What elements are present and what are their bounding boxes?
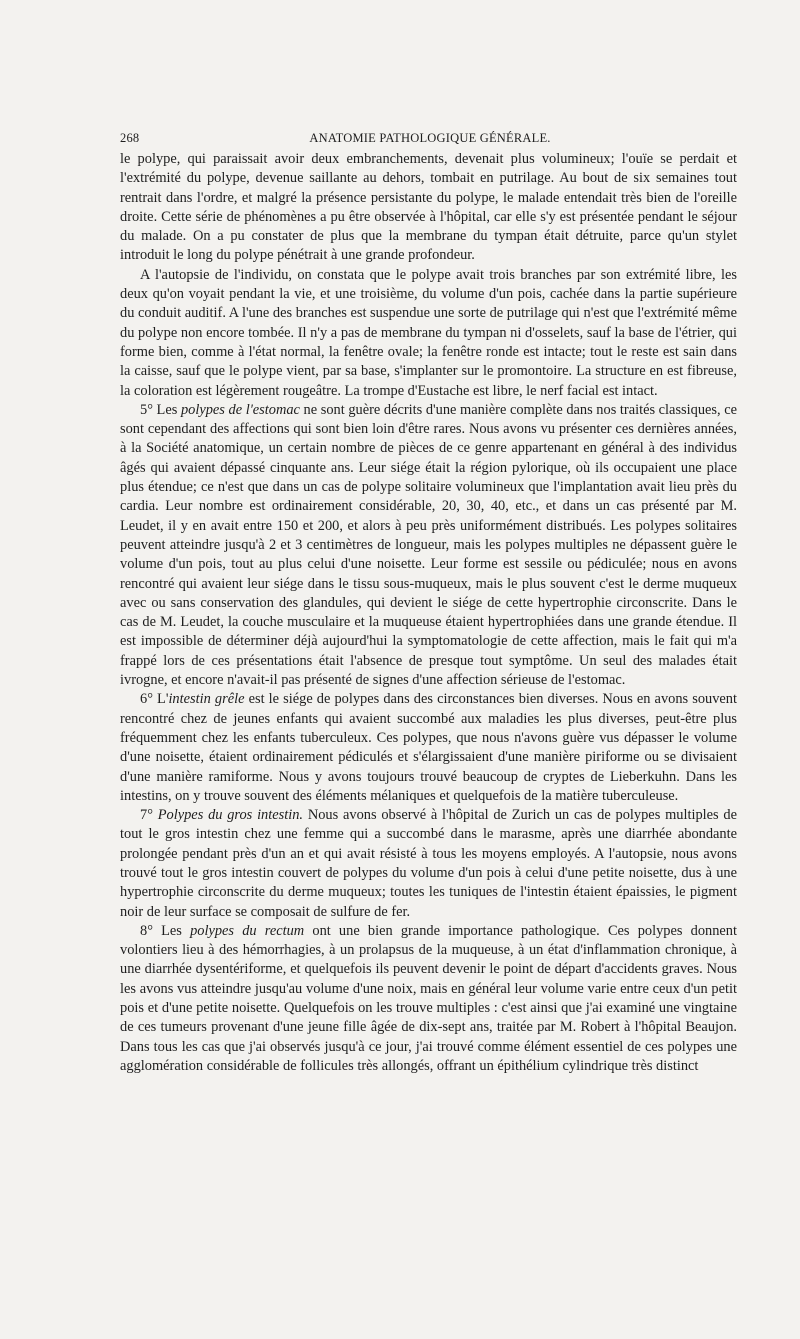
- page-header: [120, 131, 740, 151]
- body-text: [120, 150, 737, 1076]
- paragraph-lead: 6° L': [140, 691, 169, 708]
- paragraph-text: est le siége de polypes dans des circonstances bien diverses. Nous en avons souvent rencontré chez de jeunes enfants qui avaient succombé aux maladies les plus diverses, peut-être plus fréquemment chez les enfants tuberculeux. Ces polypes, que nous n'avons guère vus dépasser le volume d'une noisette, étaient ordinairement pédiculés et s'élargissaient d'une manière piriforme ou se divisaient d'une manière ramiforme. Nous y avons toujours trouvé beaucoup de cryptes de Lieberkuhn. Dans les intestins, on y trouve souvent des éléments mélaniques et quelquefois de la matière tuberculeuse.: [120, 691, 737, 804]
- page-number: 268: [120, 131, 140, 145]
- paragraph-lead: 5° Les: [140, 401, 181, 418]
- paragraph-italic-term: Polypes du gros intestin.: [157, 807, 304, 824]
- paragraph-lead: 8° Les: [140, 922, 191, 939]
- paragraph-italic-term: polypes du rectum: [190, 922, 305, 939]
- running-head: ANATOMIE PATHOLOGIQUE GÉNÉRALE.: [309, 131, 551, 145]
- paragraph-section-5-estomac: [120, 401, 737, 690]
- paragraph-section-6-intestin-grele: [120, 690, 737, 806]
- paragraph-italic-term: polypes de l'estomac: [180, 401, 300, 418]
- paragraph-section-7-gros-intestin: [120, 806, 737, 922]
- paragraph-text: ont une bien grande importance pathologique. Ces polypes donnent volontiers lieu à des hémorrhagies, à un prolapsus de la muqueuse, à un état d'inflammation chronique, à une diarrhée dysentériforme, et quelquefois ils peuvent devenir le point de départ d'accidents graves. Nous les avons vus atteindre jusqu'au volume d'une noix, mais en général leur volume varie entre ceux d'un petit pois et d'une petite noisette. Quelquefois on les trouve multiples : c'est ainsi que j'ai examiné une vingtaine de ces tumeurs provenant d'une jeune fille âgée de dix-sept ans, traitée par M. Robert à l'hôpital Beaujon. Dans tous les cas que j'ai observés jusqu'à ce jour, j'ai trouvé comme élément essentiel de ces polypes une agglomération considérable de follicules très allongés, offrant un épithélium cylindrique très distinct: [120, 922, 737, 1074]
- paragraph-text: Nous avons observé à l'hôpital de Zurich un cas de polypes multiples de tout le gros intestin chez une femme qui a succombé dans le marasme, après une diarrhée abondante prolongée pendant près d'un an et qui avait résisté à tous les moyens employés. A l'autopsie, nous avons trouvé tout le gros intestin couvert de polypes du volume d'un pois à celui d'une petite noisette, dus à une hypertrophie circonscrite du derme muqueux; toutes les tuniques de l'intestin étaient épaissies, le pigment noir de leur surface se composait de sulfure de fer.: [120, 807, 737, 920]
- paragraph-text: le polype, qui paraissait avoir deux embranchements, devenait plus volumineux; l'ouïe se perdait et l'extrémité du polype, devenue saillante au dehors, tombait en putrilage. Au bout de six semaines tout rentrait dans l'ordre, et malgré la présence persistante du polype, le malade entendait très bien de l'oreille droite. Cette série de phénomènes a pu être observée à l'hôpital, car elle s'y est présentée pendant le séjour du malade. On a pu constater de plus que la membrane du tympan était détruite, parce qu'un stylet introduit le long du polype pénétrait à une grande profondeur.: [120, 151, 737, 264]
- paragraph-text: ne sont guère décrits d'une manière complète dans nos traités classiques, ce sont cependant des affections qui sont bien loin d'être rares. Nous avons vu présenter ces dernières années, à la Société anatomique, un certain nombre de pièces de ce genre appartenant en général à des individus âgés qui avaient dépassé cinquante ans. Leur siége était la région pylorique, où ils occupaient une place plus étendue; ce n'est que dans un cas de polype solitaire volumineux que l'implantation avait lieu près du cardia. Leur nombre est ordinairement considérable, 20, 30, 40, etc., et dans un cas présenté par M. Leudet, il y en avait entre 150 et 200, et alors à peu près uniformément distribués. Les polypes solitaires peuvent atteindre jusqu'à 2 et 3 centimètres de longueur, mais les polypes multiples ne dépassent guère le volume d'un pois, tout au plus celui d'une noisette. Leur forme est sessile ou pédiculée; nous en avons rencontré qui avaient leur siége dans le tissu sous-muqueux, mais le plus souvent c'est le derme muqueux avec ou sans conservation des glandules, qui devient le siége de cette hypertrophie circonscrite. Dans le cas de M. Leudet, la couche musculaire et la muqueuse étaient hypertrophiées dans une grande étendue. Il est impossible de déterminer déjà aujourd'hui la symptomatologie de cette affection, mais le fait qui m'a frappé lors de ces présentations était l'absence de presque tout symptôme. Un seul des malades était ivrogne, et encore n'avait-il pas présenté de signes d'une affection sérieuse de l'estomac.: [120, 401, 737, 689]
- paragraph-italic-term: intestin grêle: [168, 691, 245, 708]
- paragraph-lead: 7°: [140, 807, 158, 824]
- paragraph-section-8-rectum: [120, 922, 737, 1076]
- paragraph-continuation: [120, 150, 737, 266]
- paragraph-autopsie: [120, 266, 737, 401]
- paragraph-text: A l'autopsie de l'individu, on constata que le polype avait trois branches par son extrémité libre, les deux qu'on voyait pendant la vie, et une troisième, du volume d'un pois, cachée dans la partie supérieure du conduit auditif. A l'une des branches est suspendue une sorte de putrilage qui n'est que l'extrémité même du polype non encore tombée. Il n'y a pas de membrane du tympan ni d'osselets, sauf la base de l'étrier, qui forme bien, comme à l'état normal, la fenêtre ovale; la fenêtre ronde est intacte; tout le reste est sain dans la caisse, sauf que le polype vient, par sa base, s'implanter sur le promontoire. La structure en est fibreuse, la coloration est légèrement rougeâtre. La trompe d'Eustache est libre, le nerf facial est intact.: [120, 266, 737, 399]
